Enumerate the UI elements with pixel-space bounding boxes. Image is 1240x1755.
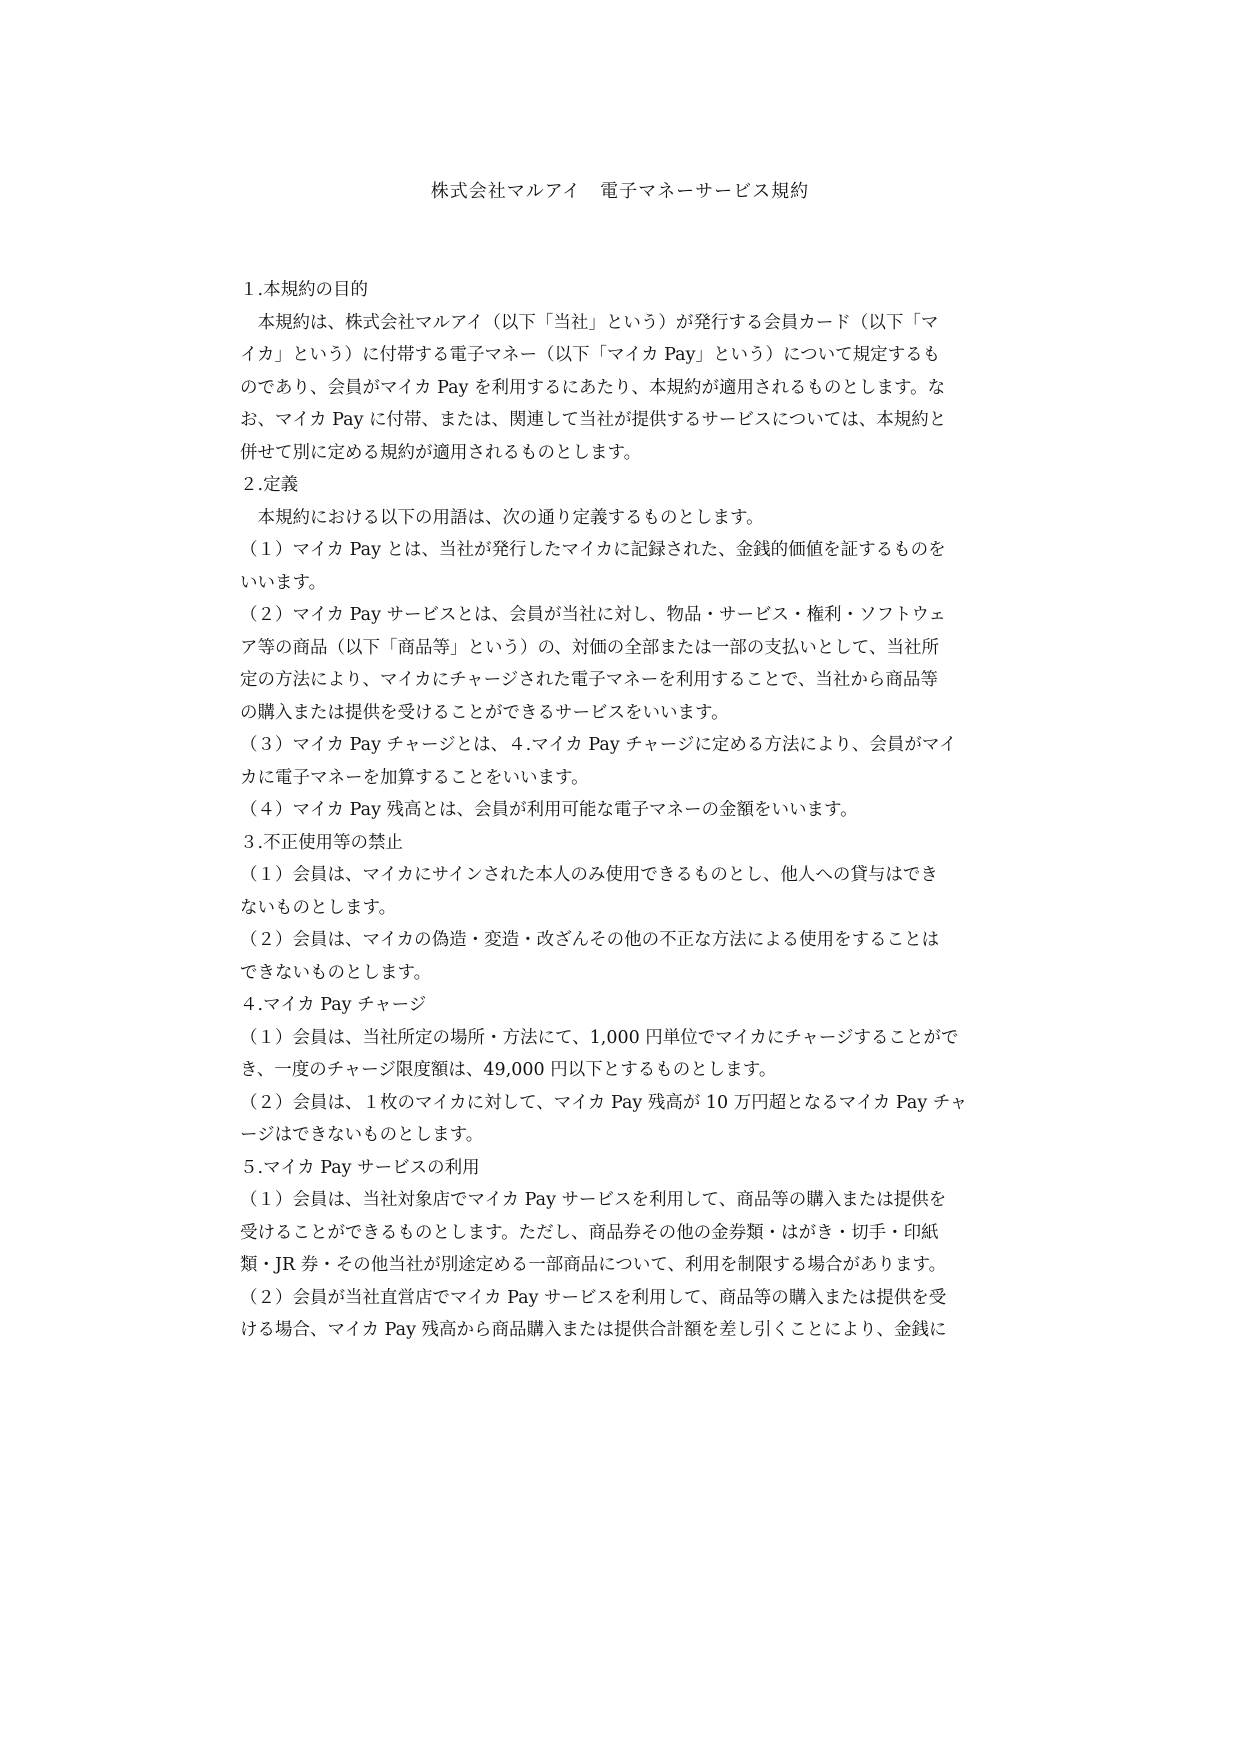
body-text-line: （３）マイカ Pay チャージとは、４.マイカ Pay チャージに定める方法により、会員がマイ — [240, 735, 957, 755]
body-text-line: できないものとします。 — [240, 962, 432, 983]
body-text-line: （２）会員が当社直営店でマイカ Pay サービスを利用して、商品等の購入または提供を受 — [240, 1287, 947, 1308]
section-heading: ４.マイカ Pay チャージ — [240, 995, 427, 1015]
section-heading: ５.マイカ Pay サービスの利用 — [240, 1157, 480, 1178]
body-text-line: カに電子マネーを加算することをいいます。 — [240, 767, 589, 788]
body-text-line: （２）マイカ Pay サービスとは、会員が当社に対し、物品・サービス・権利・ソフトウェ — [240, 605, 946, 625]
section-heading: １.本規約の目的 — [240, 280, 369, 300]
body-text-line: 受けることができるものとします。ただし、商品券その他の金券類・はがき・切手・印紙 — [240, 1222, 939, 1243]
body-text-line: 類・JR 券・その他当社が別途定める一部商品について、利用を制限する場合があります。 — [240, 1255, 947, 1275]
body-text-line: 本規約は、株式会社マルアイ（以下「当社」という）が発行する会員カード（以下「マ — [240, 312, 939, 333]
body-text-line: （１）会員は、マイカにサインされた本人のみ使用できるものとし、他人への貸与はでき — [240, 865, 938, 885]
body-text-line: （１）会員は、当社所定の場所・方法にて、1,000 円単位でマイカにチャージすることがで — [240, 1027, 959, 1048]
body-text-line: ないものとします。 — [240, 897, 397, 918]
body-text-line: き、一度のチャージ限度額は、49,000 円以下とするものとします。 — [240, 1060, 777, 1080]
body-text-line: ージはできないものとします。 — [240, 1125, 484, 1145]
section-heading: ２.定義 — [240, 475, 299, 495]
document-title: 株式会社マルアイ 電子マネーサービス規約 — [430, 181, 810, 202]
body-text-line: ける場合、マイカ Pay 残高から商品購入または提供合計額を差し引くことにより、金銭に — [240, 1320, 947, 1340]
body-text-line: ア等の商品（以下「商品等」という）の、対価の全部または一部の支払いとして、当社所 — [240, 637, 939, 658]
body-text-line: お、マイカ Pay に付帯、または、関連して当社が提供するサービスについては、本規約と — [240, 410, 947, 430]
body-text-line: 併せて別に定める規約が適用されるものとします。 — [240, 442, 642, 463]
body-text-line: （２）会員は、１枚のマイカに対して、マイカ Pay 残高が 10 万円超となるマイカ Pay チャ — [240, 1092, 968, 1113]
body-text-line: （１）会員は、当社対象店でマイカ Pay サービスを利用して、商品等の購入または提供を — [240, 1190, 947, 1210]
body-text-line: （２）会員は、マイカの偽造・変造・改ざんその他の不正な方法による使用をすることは — [240, 930, 940, 950]
body-text-line: いいます。 — [240, 572, 327, 593]
body-text-line: のであり、会員がマイカ Pay を利用するにあたり、本規約が適用されるものとします。な — [240, 377, 946, 398]
document-body — [240, 274, 1002, 1347]
section-heading: ３.不正使用等の禁止 — [240, 832, 404, 853]
body-text-line: の購入または提供を受けることができるサービスをいいます。 — [240, 702, 729, 723]
body-text-line: （１）マイカ Pay とは、当社が発行したマイカに記録された、金銭的価値を証するものを — [240, 540, 946, 560]
body-text-line: （４）マイカ Pay 残高とは、会員が利用可能な電子マネーの金額をいいます。 — [240, 800, 858, 820]
body-text-line: 定の方法により、マイカにチャージされた電子マネーを利用することで、当社から商品等 — [240, 670, 938, 690]
body-text-line: 本規約における以下の用語は、次の通り定義するものとします。 — [240, 507, 764, 528]
body-text-line: イカ」という）に付帯する電子マネー（以下「マイカ Pay」という）について規定するも — [240, 345, 941, 365]
